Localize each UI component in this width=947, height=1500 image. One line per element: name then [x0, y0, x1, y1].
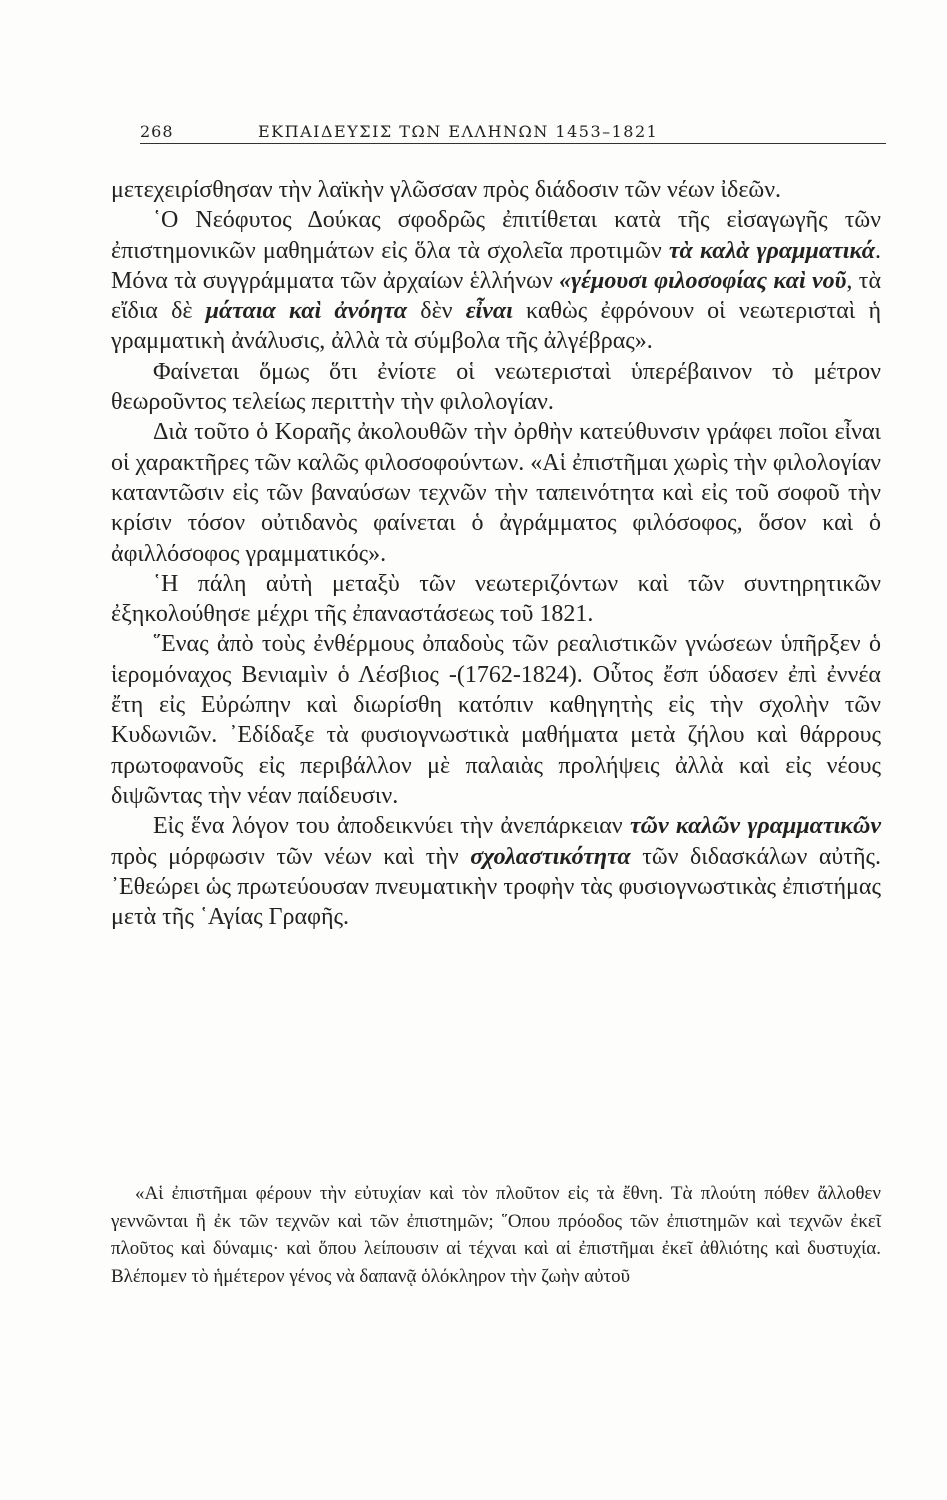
paragraph-6: ῞Ενας ἀπὸ τοὺς ἐνθέρμους ὀπαδοὺς τῶν ρεαλιστικῶν γνώσεων ὑπῆρξεν ὁ ἱερομόναχος Βενιαμὶν ὁ Λέσβιος -(1762-1824). Οὗτος ἔσπ ύδασεν ἐπὶ ἐννέα ἔτη εἰς Εὐρώπην καὶ διωρίσθη κατόπιν καθηγητὴς εἰς τὴν σχολὴν τῶν Κυδωνιῶν. ᾿Εδίδαξε τὰ φυσιογνωστικὰ μαθήματα μετὰ ζήλου καὶ θάρρους πρωτοφανοῦς εἰς περιβάλλον μὲ παλαιὰς προλήψεις ἀλλὰ καὶ εἰς νέους διψῶντας τὴν νέαν παίδευσιν. [111, 631, 881, 809]
paragraph-4: Διὰ τοῦτο ὁ Κοραῆς ἀκολουθῶν τὴν ὀρθὴν κατεύθυνσιν γράφει ποῖοι εἶναι οἱ χαρακτῆρες τῶν καλῶς φιλοσοφούντων. «Αἱ ἐπιστῆμαι χωρὶς τὴν φιλολογίαν καταντῶσιν εἰς τῶν βαναύσων τεχνῶν τὴν ταπεινότητα καὶ εἰς τοῦ σοφοῦ τὴν κρίσιν τόσον οὐτιδανὸς φαίνεται ὁ ἀγράμματος φιλόσοφος, ὅσον καὶ ὁ ἀφιλλόσοφος γραμματικός». [111, 419, 881, 567]
p2-text-c: . Μόνα τὰ συγγράμματα τῶν ἀρχαίων ἑλλήνων [111, 237, 881, 294]
p2-emphasis-einai: εἶναι [465, 298, 513, 325]
p2-emphasis-mataia: μάταια καὶ ἀνόητα [205, 298, 408, 325]
p7-emphasis-grammatikon: τῶν καλῶν γραμματικῶν [629, 813, 882, 840]
running-title: ΕΚΠΑΙΔΕΥΣΙΣ ΤΩΝ ΕΛΛΗΝΩΝ 1453–1821 [258, 122, 659, 141]
quotation-text: «Αἱ ἐπιστῆμαι φέρουν τὴν εὐτυχίαν καὶ τὸν πλοῦτον εἰς τὰ ἔθνη. Τὰ πλούτη πόθεν ἄλλοθεν γεννῶνται ἢ ἐκ τῶν τεχνῶν καὶ τῶν ἐπιστημῶν; ῞Οπου πρόοδος τῶν ἐπιστημῶν καὶ τεχνῶν ἐκεῖ πλοῦτος καὶ δύναμις· καὶ ὅπου λείπουσιν αἱ τέχναι καὶ αἱ ἐπιστῆμαι ἐκεῖ ἀθλιότης καὶ δυστυχία. Βλέπομεν τὸ ἡμέτερον γένος νὰ δαπανᾷ ὁλόκληρον τὴν ζωὴν αὐτοῦ [111, 1183, 881, 1287]
p7-emphasis-scholastikotita: σχολαστικότητα [470, 843, 631, 870]
header-rule [140, 143, 886, 144]
page-header [140, 118, 885, 146]
paragraph-5: ῾Η πάλη αὐτὴ μεταξὺ τῶν νεωτεριζόντων καὶ τῶν συντηρητικῶν ἐξηκολούθησε μέχρι τῆς ἐπαναστάσεως τοῦ 1821. [111, 570, 881, 628]
paragraph-7 [111, 811, 881, 932]
p2-text-e: , τὰ εἴδια δὲ [111, 267, 882, 325]
quotation-block [111, 1180, 881, 1290]
p7-text-c: πρὸς μόρφωσιν τῶν νέων καὶ τὴν [111, 843, 471, 870]
body-text [111, 175, 881, 932]
p2-emphasis-grammatika: τὰ καλὰ γραμματικά [668, 237, 875, 264]
page-number: 268 [140, 122, 174, 141]
p7-text-e: τῶν διδασκάλων αὐτῆς. ᾿Εθεώρει ὡς πρωτεύουσαν πνευματικὴν τροφὴν τὰς φυσιογνωστικὰς ἐπιστήμας μετὰ τῆς ῾Αγίας Γραφῆς. [111, 843, 881, 931]
paragraph-3: Φαίνεται ὅμως ὅτι ἐνίοτε οἱ νεωτερισταὶ ὑπερέβαινον τὸ μέτρον θεωροῦντος τελείως περιττὴν τὴν φιλολογίαν. [111, 358, 881, 416]
p2-emphasis-quote: «γέμουσι φιλοσοφίας καὶ νοῦ [559, 267, 847, 294]
paragraph-1: μετεχειρίσθησαν τὴν λαϊκὴν γλῶσσαν πρὸς διάδοσιν τῶν νέων ἰδεῶν. [111, 177, 782, 203]
paragraph-2 [111, 205, 881, 356]
p2-text-i: καθὼς ἐφρόνουν οἱ νεωτερισταὶ ἡ γραμματικὴ ἀνάλυσις, ἀλλὰ τὰ σύμβολα τῆς ἀλγέβρας». [111, 298, 881, 355]
p2-text-g: δὲν [407, 298, 466, 325]
p7-text-a: Εἰς ἕνα λόγον του ἀποδεικνύει τὴν ἀνεπάρκειαν [153, 813, 630, 840]
p2-text-a: ῾Ο Νεόφυτος Δούκας σφοδρῶς ἐπιτίθεται κατὰ τῆς εἰσαγωγῆς τῶν ἐπιστημονικῶν μαθημάτων εἰς ὅλα τὰ σχολεῖα προτιμῶν [111, 207, 881, 264]
